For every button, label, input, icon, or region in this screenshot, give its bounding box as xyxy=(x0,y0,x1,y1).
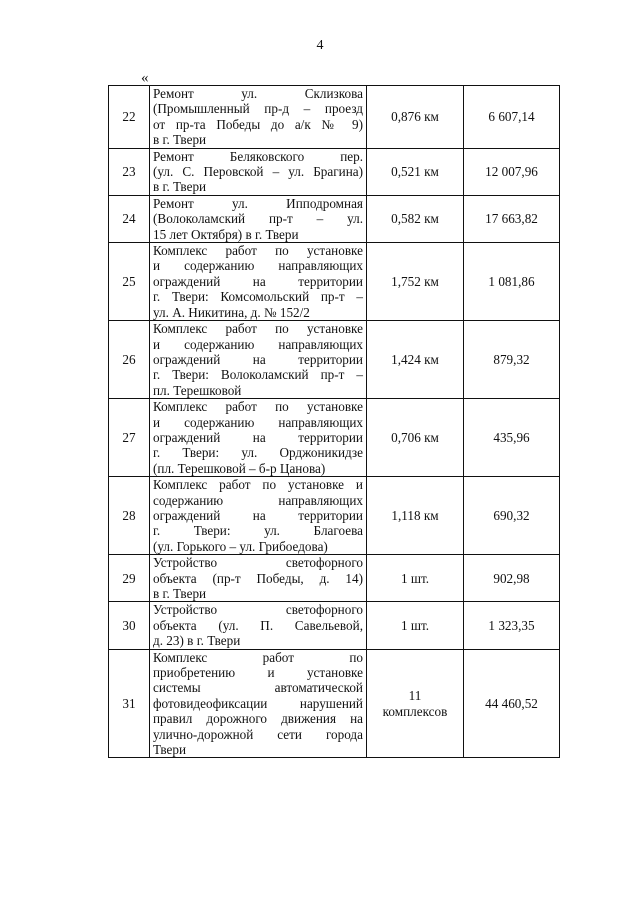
continuation-mark: « xyxy=(141,70,149,86)
description-line: в г. Твери xyxy=(153,586,207,601)
row-number: 24 xyxy=(109,195,150,242)
work-description xyxy=(150,477,367,555)
description-line: и содержанию направляющих xyxy=(153,258,363,274)
description-line: приобретению и установке xyxy=(153,665,363,681)
description-line: Комплекс работ по установке xyxy=(153,399,363,415)
description-line: Устройство светофорного xyxy=(153,555,363,571)
description-line: ограждений на территории xyxy=(153,351,363,367)
description-line: ул. А. Никитина, д. № 152/2 xyxy=(153,304,310,320)
description-line: (Волоколамский пр-т – ул. xyxy=(153,211,363,227)
work-cost: 879,32 xyxy=(464,321,560,399)
row-number: 22 xyxy=(109,86,150,149)
description-line: ограждений на территории xyxy=(153,429,363,445)
works-table xyxy=(108,85,560,758)
description-line: в г. Твери xyxy=(153,132,207,148)
description-line: г. Твери: ул. Орджоникидзе xyxy=(153,445,363,461)
work-quantity: 0,706 км xyxy=(367,399,464,477)
description-line: ограждений на территории xyxy=(153,507,363,523)
description-line: Комплекс работ по установке xyxy=(153,243,363,259)
work-description xyxy=(150,86,367,149)
description-line: содержанию направляющих xyxy=(153,492,363,508)
description-line: 15 лет Октября) в г. Твери xyxy=(153,226,299,242)
table-row xyxy=(109,555,560,602)
work-cost: 690,32 xyxy=(464,477,560,555)
description-line: системы автоматической xyxy=(153,680,363,696)
description-line: объекта (пр-т Победы, д. 14) xyxy=(153,570,363,586)
description-line: улично-дорожной сети города xyxy=(153,726,363,742)
row-number: 23 xyxy=(109,148,150,195)
row-number: 30 xyxy=(109,602,150,649)
work-quantity: 1,752 км xyxy=(367,243,464,321)
table-row xyxy=(109,649,560,758)
table-row xyxy=(109,86,560,149)
description-line: (пл. Терешковой – б-р Цанова) xyxy=(153,460,326,476)
description-line: г. Твери: ул. Благоева xyxy=(153,523,363,539)
row-number: 26 xyxy=(109,321,150,399)
work-description xyxy=(150,399,367,477)
work-quantity: 0,876 км xyxy=(367,86,464,149)
table-row xyxy=(109,195,560,242)
description-line: ограждений на территории xyxy=(153,273,363,289)
work-description xyxy=(150,148,367,195)
description-line: правил дорожного движения на xyxy=(153,711,363,727)
work-quantity: 0,521 км xyxy=(367,148,464,195)
description-line: пл. Терешковой xyxy=(153,382,242,398)
work-cost: 6 607,14 xyxy=(464,86,560,149)
description-line: в г. Твери xyxy=(153,179,207,195)
work-cost: 902,98 xyxy=(464,555,560,602)
work-description xyxy=(150,602,367,649)
row-number: 25 xyxy=(109,243,150,321)
table-body xyxy=(109,86,560,758)
work-cost: 44 460,52 xyxy=(464,649,560,758)
description-line: Устройство светофорного xyxy=(153,602,363,618)
work-quantity: 0,582 км xyxy=(367,195,464,242)
work-description xyxy=(150,195,367,242)
description-line: Твери xyxy=(153,742,187,758)
table-row xyxy=(109,243,560,321)
row-number: 29 xyxy=(109,555,150,602)
description-line: г. Твери: Волоколамский пр-т – xyxy=(153,367,363,383)
description-line: Комплекс работ по установке и xyxy=(153,477,363,493)
quantity-line: комплексов xyxy=(382,703,448,719)
work-description xyxy=(150,555,367,602)
description-line: Ремонт Беляковского пер. xyxy=(153,148,363,164)
work-cost: 1 081,86 xyxy=(464,243,560,321)
description-line: (ул. С. Перовской – ул. Брагина) xyxy=(153,164,363,180)
work-quantity xyxy=(367,649,464,758)
work-quantity: 1,118 км xyxy=(367,477,464,555)
description-line: г. Твери: Комсомольский пр-т – xyxy=(153,289,363,305)
work-cost: 1 323,35 xyxy=(464,602,560,649)
description-line: объекта (ул. П. Савельевой, xyxy=(153,617,363,633)
row-number: 31 xyxy=(109,649,150,758)
description-line: Комплекс работ по установке xyxy=(153,321,363,337)
table-row xyxy=(109,321,560,399)
description-line: Ремонт ул. Склизкова xyxy=(153,86,363,101)
work-quantity: 1,424 км xyxy=(367,321,464,399)
description-line: Комплекс работ по xyxy=(153,649,363,665)
row-number: 27 xyxy=(109,399,150,477)
table-row xyxy=(109,148,560,195)
work-quantity: 1 шт. xyxy=(367,602,464,649)
description-line: и содержанию направляющих xyxy=(153,336,363,352)
description-line: от пр-та Победы до а/к № 9) xyxy=(153,116,363,132)
description-line: д. 23) в г. Твери xyxy=(153,633,241,649)
table-row xyxy=(109,477,560,555)
work-cost: 435,96 xyxy=(464,399,560,477)
row-number: 28 xyxy=(109,477,150,555)
work-description xyxy=(150,649,367,758)
table-row xyxy=(109,602,560,649)
description-line: Ремонт ул. Ипподромная xyxy=(153,195,363,211)
page-number: 4 xyxy=(316,38,324,53)
description-line: (ул. Горького – ул. Грибоедова) xyxy=(153,538,328,554)
work-description xyxy=(150,243,367,321)
quantity-line: 11 xyxy=(408,688,422,704)
work-cost: 17 663,82 xyxy=(464,195,560,242)
work-quantity: 1 шт. xyxy=(367,555,464,602)
description-line: и содержанию направляющих xyxy=(153,414,363,430)
work-description xyxy=(150,321,367,399)
work-cost: 12 007,96 xyxy=(464,148,560,195)
table-row xyxy=(109,399,560,477)
description-line: фотовидеофиксации нарушений xyxy=(153,695,363,711)
description-line: (Промышленный пр-д – проезд xyxy=(153,101,363,117)
